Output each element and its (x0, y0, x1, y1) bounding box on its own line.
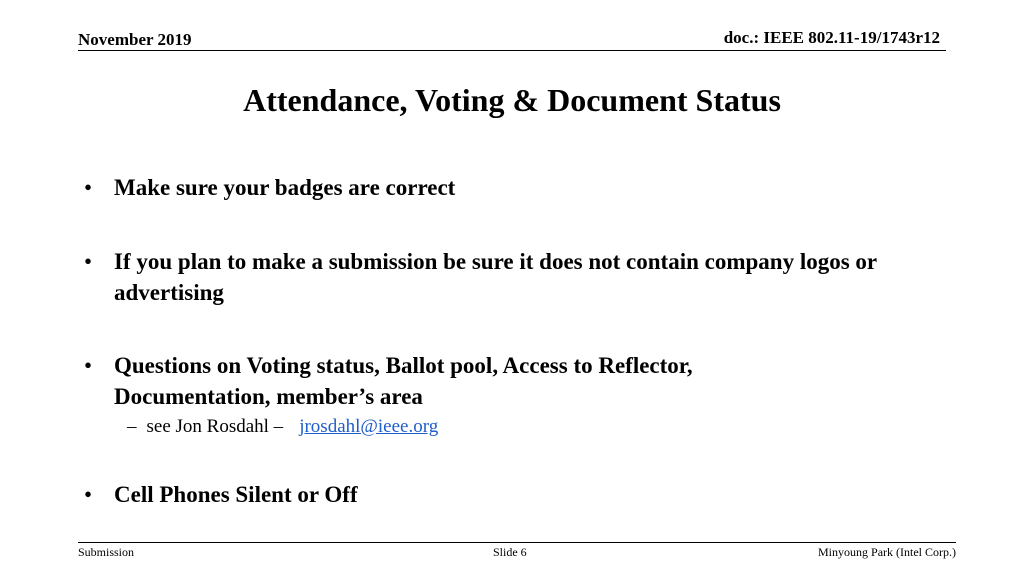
bullet-item (84, 172, 944, 203)
bullet-text: If you plan to make a submission be sure it does not contain company logos or advertising (114, 249, 877, 305)
sub-bullet-text: see Jon Rosdahl – (146, 416, 284, 437)
bullet-text: Make sure your badges are correct (114, 175, 456, 200)
footer-slide-number: Slide 6 (493, 545, 527, 559)
dash-icon: – (127, 416, 137, 437)
bullet-text: Questions on Voting status, Ballot pool, Access to Reflector, Documentation, member’s area (114, 353, 693, 409)
email-link[interactable]: jrosdahl@ieee.org (299, 416, 439, 437)
bullet-item (84, 246, 944, 308)
header-doc-id: doc.: IEEE 802.11-19/1743r12 (723, 28, 940, 47)
footer-left: Submission (78, 545, 135, 559)
bullet-item (84, 350, 804, 412)
footer-divider (78, 542, 956, 543)
bullet-dot-icon: • (84, 482, 93, 507)
bullet-dot-icon: • (84, 175, 93, 200)
header-date: November 2019 (78, 30, 192, 49)
bullet-dot-icon: • (84, 249, 93, 274)
header-divider (78, 50, 946, 51)
bullet-text: Cell Phones Silent or Off (114, 482, 358, 507)
slide-title: Attendance, Voting & Document Status (243, 82, 781, 118)
bullet-dot-icon: • (84, 353, 93, 378)
bullet-item (84, 479, 944, 510)
sub-bullet (127, 416, 438, 438)
footer-author: Minyoung Park (Intel Corp.) (818, 545, 956, 559)
